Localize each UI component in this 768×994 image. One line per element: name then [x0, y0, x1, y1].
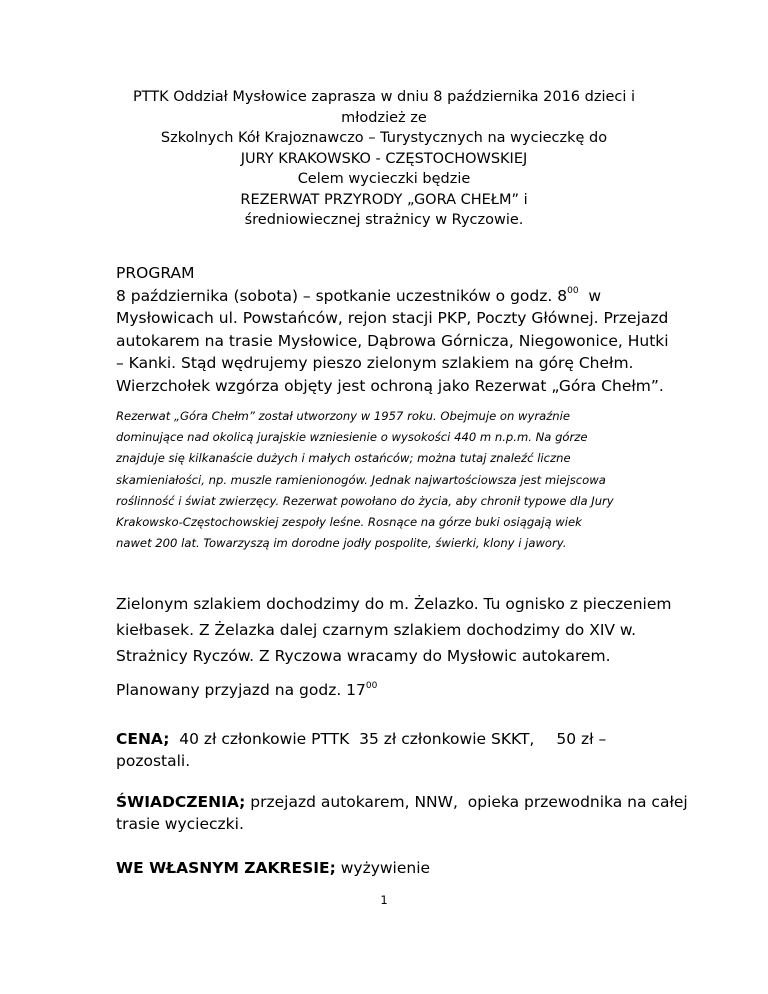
program-line: – Kanki. Stąd wędrujemy pieszo zielonym szlakiem na górę Chełm. — [116, 354, 634, 372]
price-text: 40 zł członkowie PTTK 35 zł członkowie SKKT, — [169, 730, 535, 748]
time-superscript: 00 — [567, 286, 579, 297]
program-heading: PROGRAM — [116, 264, 195, 282]
page-number: 1 — [380, 893, 388, 907]
program-line: Wierzchołek wzgórza objęty jest ochroną jako Rezerwat „Góra Chełm”. — [116, 376, 664, 395]
program-meeting-text-end: w — [578, 286, 602, 305]
intro-line: REZERWAT PRZYRODY „GORA CHEŁM” i — [240, 191, 528, 208]
program-meeting-text: 8 października (sobota) – spotkanie uczestników o godz. 8 — [116, 286, 568, 305]
intro-line: Celem wycieczki będzie — [297, 171, 471, 187]
intro-line: średniowiecznej strażnicy w Ryczowie. — [244, 212, 524, 228]
time-superscript: 00 — [365, 680, 378, 691]
services-text: przejazd autokarem, NNW, opieka przewodnika na całej — [245, 793, 688, 811]
program-line: autokarem na trasie Mysłowice, Dąbrowa Górnicza, Niegowonice, Hutki — [116, 331, 669, 350]
price-text-cont: pozostali. — [116, 752, 191, 770]
route-line: Zielonym szlakiem dochodzimy do m. Żelazko. Tu ognisko z pieczeniem — [116, 595, 672, 613]
reserve-line: nawet 200 lat. Towarzyszą im dorodne jodły pospolite, świerki, klony i jawory. — [116, 536, 567, 551]
services-text-cont: trasie wycieczki. — [116, 815, 244, 833]
own-expense-label: WE WŁASNYM ZAKRESIE; — [116, 859, 336, 877]
invitation-header — [116, 87, 652, 231]
price-paragraph — [116, 728, 656, 772]
route-paragraph — [116, 591, 672, 669]
reserve-description — [116, 406, 656, 554]
services-paragraph — [116, 791, 688, 835]
arrival-paragraph — [116, 677, 656, 703]
reserve-line: roślinność i świat zwierzęcy. Rezerwat powołano do życia, aby chronił typowe dla Jury — [116, 493, 614, 508]
arrival-text: Planowany przyjazd na godz. 17 — [116, 681, 366, 699]
price-label: CENA; — [116, 730, 170, 748]
program-section — [116, 262, 669, 397]
program-line — [116, 285, 656, 308]
reserve-line: Krakowsko-Częstochowskiej zespoły leśne. Rosnące na górze buki osiągają wiek — [116, 515, 582, 530]
reserve-line: dominujące nad okolicą jurajskie wzniesienie o wysokości 440 m n.p.m. Na górze — [116, 430, 588, 445]
program-line: Mysłowicach ul. Powstańców, rejon stacji PKP, Poczty Głównej. Przejazd — [116, 309, 669, 327]
own-expense-paragraph — [116, 855, 656, 881]
intro-line: Szkolnych Kół Krajoznawczo – Turystycznych na wycieczkę do — [160, 130, 608, 146]
intro-line: PTTK Oddział Mysłowice zaprasza w dniu 8 października 2016 dzieci i — [132, 89, 636, 105]
intro-line: młodzież ze — [341, 109, 427, 126]
intro-line: JURY KRAKOWSKO - CZĘSTOCHOWSKIEJ — [240, 150, 528, 167]
route-line: kiełbasek. Z Żelazka dalej czarnym szlakiem dochodzimy do XIV w. — [116, 621, 637, 639]
services-label: ŚWIADCZENIA; — [116, 793, 246, 811]
reserve-line: skamieniałości, np. muszle ramienionogów. Jednak najwartościowsza jest miejscowa — [116, 472, 606, 487]
reserve-line: znajduje się kilkanaście dużych i małych ostańców; można tutaj znaleźć liczne — [116, 451, 571, 466]
reserve-line: Rezerwat „Góra Chełm” został utworzony w 1957 roku. Obejmuje on wyraźnie — [116, 409, 571, 423]
own-expense-text: wyżywienie — [335, 859, 431, 877]
price-text-other: 50 zł – — [556, 730, 607, 748]
route-line: Strażnicy Ryczów. Z Ryczowa wracamy do Mysłowic autokarem. — [116, 647, 611, 665]
